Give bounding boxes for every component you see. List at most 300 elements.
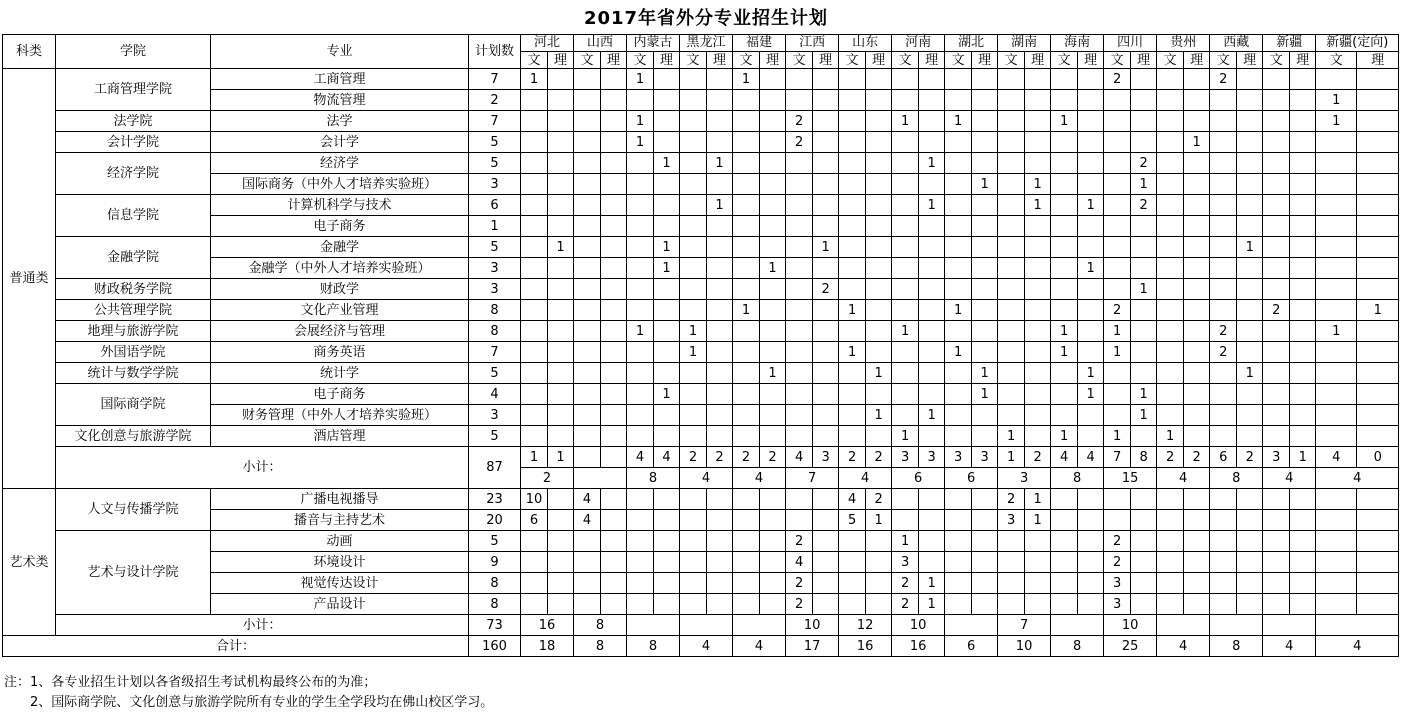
value-cell <box>654 405 680 426</box>
value-cell <box>760 510 786 531</box>
value-cell <box>813 384 839 405</box>
plan-cell: 2 <box>469 90 521 111</box>
value-cell: 4 <box>574 510 601 531</box>
value-cell <box>1263 405 1290 426</box>
table-row <box>3 342 1399 363</box>
value-cell <box>786 279 813 300</box>
value-cell: 1 <box>1357 300 1399 321</box>
value-cell <box>972 573 998 594</box>
value-cell <box>1237 300 1263 321</box>
value-cell <box>601 510 627 531</box>
value-cell <box>1078 132 1104 153</box>
value-cell <box>839 174 866 195</box>
value-cell <box>1051 573 1078 594</box>
value-cell <box>892 405 919 426</box>
plan-cell: 5 <box>469 426 521 447</box>
subtotal-wenli-cell: 8 <box>1131 447 1157 468</box>
plan-cell: 20 <box>469 510 521 531</box>
value-cell <box>1316 510 1357 531</box>
value-cell <box>813 426 839 447</box>
total-province-cell: 6 <box>945 636 998 657</box>
subtotal-province-cell: 4 <box>680 468 733 489</box>
value-cell <box>1237 174 1263 195</box>
subtotal-wenli-cell: 2 <box>1184 447 1210 468</box>
value-cell <box>760 132 786 153</box>
major-cell: 国际商务（中外人才培养实验班） <box>211 174 469 195</box>
value-cell <box>707 174 733 195</box>
value-cell <box>1290 174 1316 195</box>
value-cell <box>680 216 707 237</box>
header-province: 江西 <box>786 35 839 52</box>
value-cell <box>1078 594 1104 615</box>
value-cell <box>601 258 627 279</box>
subtotal-province-cell: 12 <box>839 615 892 636</box>
value-cell <box>601 531 627 552</box>
value-cell <box>972 594 998 615</box>
value-cell <box>919 90 945 111</box>
value-cell <box>1025 69 1051 90</box>
value-cell <box>601 237 627 258</box>
value-cell: 1 <box>945 342 972 363</box>
subtotal-wenli-cell: 2 <box>733 447 760 468</box>
value-cell <box>1210 489 1237 510</box>
header-province: 河北 <box>521 35 574 52</box>
value-cell <box>1316 132 1357 153</box>
value-cell <box>574 405 601 426</box>
value-cell: 2 <box>1104 531 1131 552</box>
value-cell <box>866 111 892 132</box>
value-cell <box>574 573 601 594</box>
subtotal-province-cell: 10 <box>1104 615 1157 636</box>
value-cell <box>1316 195 1357 216</box>
subtotal-province-cell: 4 <box>733 468 786 489</box>
plan-cell: 3 <box>469 258 521 279</box>
total-province-cell: 8 <box>627 636 680 657</box>
value-cell <box>998 321 1025 342</box>
value-cell <box>1184 216 1210 237</box>
value-cell: 1 <box>1025 174 1051 195</box>
table-row <box>3 195 1399 216</box>
subtotal-province-cell: 8 <box>574 615 627 636</box>
value-cell <box>1051 594 1078 615</box>
value-cell <box>1157 321 1184 342</box>
value-cell <box>945 594 972 615</box>
value-cell <box>1131 594 1157 615</box>
value-cell <box>1357 342 1399 363</box>
value-cell <box>548 132 574 153</box>
value-cell <box>733 111 760 132</box>
value-cell <box>601 195 627 216</box>
value-cell: 1 <box>1316 321 1357 342</box>
value-cell <box>1263 363 1290 384</box>
value-cell <box>654 363 680 384</box>
value-cell <box>1025 90 1051 111</box>
value-cell <box>919 300 945 321</box>
value-cell <box>574 342 601 363</box>
total-province-cell: 25 <box>1104 636 1157 657</box>
value-cell: 1 <box>1316 90 1357 111</box>
subtotal-wenli-cell <box>601 447 627 468</box>
value-cell <box>813 489 839 510</box>
value-cell <box>998 90 1025 111</box>
value-cell <box>919 363 945 384</box>
value-cell <box>1051 237 1078 258</box>
plan-cell: 1 <box>469 216 521 237</box>
value-cell: 3 <box>892 552 919 573</box>
value-cell <box>1131 69 1157 90</box>
value-cell <box>1157 594 1184 615</box>
header-wen: 文 <box>521 52 548 69</box>
header-wen: 文 <box>1104 52 1131 69</box>
value-cell <box>1184 342 1210 363</box>
value-cell <box>707 531 733 552</box>
plan-cell: 23 <box>469 489 521 510</box>
value-cell <box>1357 426 1399 447</box>
value-cell: 1 <box>1078 195 1104 216</box>
value-cell <box>839 132 866 153</box>
subtotal-wenli-cell: 4 <box>654 447 680 468</box>
value-cell <box>1237 195 1263 216</box>
value-cell: 1 <box>1316 111 1357 132</box>
subtotal-wenli-cell: 0 <box>1357 447 1399 468</box>
value-cell <box>1357 258 1399 279</box>
value-cell <box>707 300 733 321</box>
value-cell <box>760 489 786 510</box>
value-cell <box>1025 216 1051 237</box>
value-cell <box>654 300 680 321</box>
value-cell <box>601 132 627 153</box>
subtotal-wenli-cell: 2 <box>760 447 786 468</box>
value-cell: 1 <box>813 237 839 258</box>
value-cell <box>972 90 998 111</box>
value-cell <box>866 216 892 237</box>
value-cell <box>707 363 733 384</box>
value-cell <box>813 552 839 573</box>
value-cell <box>601 321 627 342</box>
value-cell <box>1131 300 1157 321</box>
value-cell <box>1157 279 1184 300</box>
subtotal-wenli-cell: 2 <box>839 447 866 468</box>
value-cell <box>998 174 1025 195</box>
major-cell: 产品设计 <box>211 594 469 615</box>
value-cell <box>786 363 813 384</box>
value-cell <box>733 426 760 447</box>
value-cell <box>601 342 627 363</box>
plan-cell: 4 <box>469 384 521 405</box>
table-row <box>3 111 1399 132</box>
value-cell <box>601 300 627 321</box>
value-cell <box>998 363 1025 384</box>
table-row <box>3 405 1399 426</box>
value-cell <box>813 153 839 174</box>
value-cell <box>945 174 972 195</box>
value-cell <box>1131 132 1157 153</box>
value-cell <box>839 552 866 573</box>
value-cell <box>1210 384 1237 405</box>
value-cell <box>601 216 627 237</box>
value-cell <box>1290 69 1316 90</box>
value-cell: 2 <box>1263 300 1290 321</box>
major-cell: 法学 <box>211 111 469 132</box>
value-cell: 1 <box>627 69 654 90</box>
value-cell <box>945 237 972 258</box>
value-cell <box>1290 384 1316 405</box>
value-cell <box>680 510 707 531</box>
value-cell <box>1184 573 1210 594</box>
subtotal-wenli-cell: 2 <box>680 447 707 468</box>
value-cell <box>733 153 760 174</box>
value-cell <box>1316 216 1357 237</box>
value-cell <box>627 90 654 111</box>
value-cell <box>707 237 733 258</box>
header-wen: 文 <box>733 52 760 69</box>
value-cell: 2 <box>1104 300 1131 321</box>
value-cell <box>680 384 707 405</box>
value-cell <box>1051 300 1078 321</box>
value-cell <box>1263 510 1290 531</box>
value-cell <box>839 363 866 384</box>
value-cell <box>733 258 760 279</box>
value-cell <box>998 552 1025 573</box>
subtotal-wenli-cell: 3 <box>945 447 972 468</box>
value-cell <box>733 195 760 216</box>
college-cell: 艺术与设计学院 <box>56 531 211 615</box>
subtotal-province-cell <box>733 615 786 636</box>
value-cell: 1 <box>733 300 760 321</box>
value-cell <box>919 237 945 258</box>
value-cell <box>1025 363 1051 384</box>
value-cell <box>574 237 601 258</box>
value-cell <box>601 426 627 447</box>
value-cell <box>892 258 919 279</box>
value-cell <box>733 321 760 342</box>
value-cell <box>1184 69 1210 90</box>
value-cell <box>1078 342 1104 363</box>
value-cell <box>1237 69 1263 90</box>
value-cell: 1 <box>760 258 786 279</box>
value-cell <box>1025 300 1051 321</box>
value-cell <box>1025 279 1051 300</box>
value-cell <box>1357 573 1399 594</box>
plan-cell: 5 <box>469 132 521 153</box>
college-cell: 统计与数学学院 <box>56 363 211 384</box>
value-cell <box>707 90 733 111</box>
value-cell <box>1237 342 1263 363</box>
header-wen: 文 <box>1316 52 1357 69</box>
value-cell <box>786 510 813 531</box>
table-row <box>3 426 1399 447</box>
plan-cell: 6 <box>469 195 521 216</box>
value-cell <box>892 195 919 216</box>
value-cell: 2 <box>813 279 839 300</box>
header-li: 理 <box>919 52 945 69</box>
subtotal-province-cell: 4 <box>839 468 892 489</box>
value-cell <box>1316 237 1357 258</box>
value-cell <box>945 195 972 216</box>
value-cell <box>1357 195 1399 216</box>
value-cell <box>972 426 998 447</box>
value-cell <box>1078 573 1104 594</box>
value-cell <box>574 258 601 279</box>
table-row <box>3 153 1399 174</box>
value-cell: 3 <box>1104 573 1131 594</box>
total-province-cell: 8 <box>1210 636 1263 657</box>
value-cell <box>1025 258 1051 279</box>
value-cell <box>627 174 654 195</box>
value-cell: 2 <box>1104 552 1131 573</box>
value-cell <box>654 489 680 510</box>
value-cell <box>760 111 786 132</box>
value-cell <box>1263 489 1290 510</box>
value-cell <box>680 132 707 153</box>
value-cell <box>548 342 574 363</box>
value-cell <box>1104 174 1131 195</box>
value-cell <box>1316 552 1357 573</box>
value-cell: 10 <box>521 489 548 510</box>
value-cell <box>1263 90 1290 111</box>
table-row <box>3 300 1399 321</box>
value-cell <box>866 237 892 258</box>
table-row <box>3 237 1399 258</box>
value-cell <box>733 363 760 384</box>
major-cell: 物流管理 <box>211 90 469 111</box>
subtotal-wenli-cell: 2 <box>1157 447 1184 468</box>
value-cell <box>1357 405 1399 426</box>
value-cell <box>521 258 548 279</box>
value-cell <box>1184 111 1210 132</box>
value-cell <box>1290 258 1316 279</box>
value-cell <box>998 153 1025 174</box>
value-cell <box>1316 573 1357 594</box>
sheet-title: 2017年省外分专业招生计划 <box>583 8 829 29</box>
value-cell: 1 <box>1104 321 1131 342</box>
value-cell <box>601 552 627 573</box>
value-cell <box>945 573 972 594</box>
value-cell <box>1184 510 1210 531</box>
header-wen: 文 <box>998 52 1025 69</box>
value-cell <box>1025 342 1051 363</box>
value-cell: 1 <box>839 300 866 321</box>
value-cell <box>760 405 786 426</box>
value-cell <box>813 174 839 195</box>
value-cell <box>1025 426 1051 447</box>
value-cell <box>1051 132 1078 153</box>
plan-cell: 7 <box>469 69 521 90</box>
value-cell <box>1263 69 1290 90</box>
value-cell <box>1237 405 1263 426</box>
value-cell <box>760 531 786 552</box>
value-cell <box>1051 195 1078 216</box>
value-cell <box>1184 237 1210 258</box>
subtotal-province-cell: 4 <box>1157 468 1210 489</box>
value-cell <box>1263 531 1290 552</box>
value-cell <box>972 258 998 279</box>
value-cell <box>1131 573 1157 594</box>
value-cell <box>1025 594 1051 615</box>
total-province-cell: 4 <box>1263 636 1316 657</box>
value-cell <box>1078 405 1104 426</box>
subtotal-wenli-cell: 2 <box>707 447 733 468</box>
subtotal-province-cell: 10 <box>892 615 945 636</box>
value-cell <box>813 195 839 216</box>
value-cell <box>1051 153 1078 174</box>
header-college: 学院 <box>56 35 211 69</box>
subtotal-label: 小计： <box>56 615 469 636</box>
value-cell <box>733 531 760 552</box>
value-cell <box>654 69 680 90</box>
value-cell: 2 <box>892 594 919 615</box>
value-cell <box>1104 363 1131 384</box>
value-cell <box>654 552 680 573</box>
value-cell: 1 <box>1078 363 1104 384</box>
header-province: 贵州 <box>1157 35 1210 52</box>
table-row <box>3 363 1399 384</box>
value-cell <box>1051 405 1078 426</box>
value-cell <box>1290 111 1316 132</box>
value-cell <box>919 258 945 279</box>
header-province: 山西 <box>574 35 627 52</box>
value-cell <box>1184 195 1210 216</box>
value-cell <box>813 132 839 153</box>
value-cell <box>1184 594 1210 615</box>
value-cell <box>627 426 654 447</box>
value-cell <box>1157 111 1184 132</box>
value-cell: 1 <box>1104 342 1131 363</box>
value-cell <box>1290 405 1316 426</box>
value-cell <box>1357 531 1399 552</box>
value-cell <box>680 552 707 573</box>
value-cell <box>1357 69 1399 90</box>
table-row <box>3 594 1399 615</box>
value-cell <box>1357 90 1399 111</box>
value-cell <box>1290 363 1316 384</box>
value-cell <box>1357 384 1399 405</box>
value-cell <box>813 531 839 552</box>
value-cell <box>1237 111 1263 132</box>
value-cell <box>945 363 972 384</box>
value-cell <box>1157 90 1184 111</box>
value-cell <box>998 279 1025 300</box>
value-cell <box>972 237 998 258</box>
value-cell <box>1184 153 1210 174</box>
value-cell: 1 <box>707 195 733 216</box>
value-cell <box>1210 573 1237 594</box>
value-cell <box>1210 132 1237 153</box>
value-cell <box>1157 300 1184 321</box>
table-row <box>3 510 1399 531</box>
value-cell <box>1263 426 1290 447</box>
college-cell: 公共管理学院 <box>56 300 211 321</box>
value-cell <box>733 174 760 195</box>
table-row <box>3 384 1399 405</box>
value-cell <box>919 552 945 573</box>
value-cell <box>627 153 654 174</box>
value-cell: 2 <box>1210 321 1237 342</box>
subtotal-wenli-cell <box>574 447 601 468</box>
plan-cell: 5 <box>469 237 521 258</box>
value-cell <box>548 321 574 342</box>
value-cell <box>601 384 627 405</box>
major-cell: 金融学（中外人才培养实验班） <box>211 258 469 279</box>
value-cell <box>1131 111 1157 132</box>
value-cell <box>521 237 548 258</box>
value-cell <box>813 300 839 321</box>
value-cell <box>733 279 760 300</box>
value-cell: 1 <box>1131 279 1157 300</box>
header-wen: 文 <box>839 52 866 69</box>
value-cell <box>1237 510 1263 531</box>
header-province: 西藏 <box>1210 35 1263 52</box>
